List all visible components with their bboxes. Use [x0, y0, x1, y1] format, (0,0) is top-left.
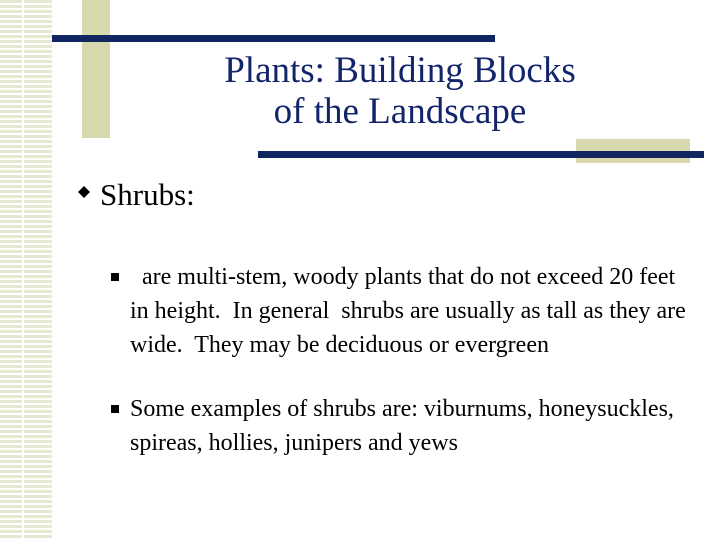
title-top-rule: [52, 35, 495, 42]
stripe-divider: [22, 0, 24, 540]
list-item-text: are multi-stem, woody plants that do not exceed 20 feet in height. In general shrubs are usually as tall as they are wide. They may be deciduous or evergreen: [130, 264, 692, 358]
diamond-bullet-icon: [78, 186, 90, 198]
slide-title: [140, 50, 660, 132]
list-item: [111, 260, 691, 400]
section-heading: Shrubs:: [100, 177, 195, 212]
title-line-2: of the Landscape: [273, 91, 527, 132]
list-item: [111, 392, 691, 460]
square-bullet-icon: [111, 405, 119, 413]
list-item-text: Some examples of shrubs are: viburnums, honeysuckles, spireas, hollies, junipers and yews: [130, 396, 674, 456]
tan-accent-block-vertical: [82, 0, 110, 138]
square-bullet-icon: [111, 273, 119, 281]
title-bottom-rule: [258, 151, 704, 158]
title-line-1: Plants: Building Blocks: [224, 50, 576, 91]
left-stripe-decoration: [0, 0, 52, 540]
